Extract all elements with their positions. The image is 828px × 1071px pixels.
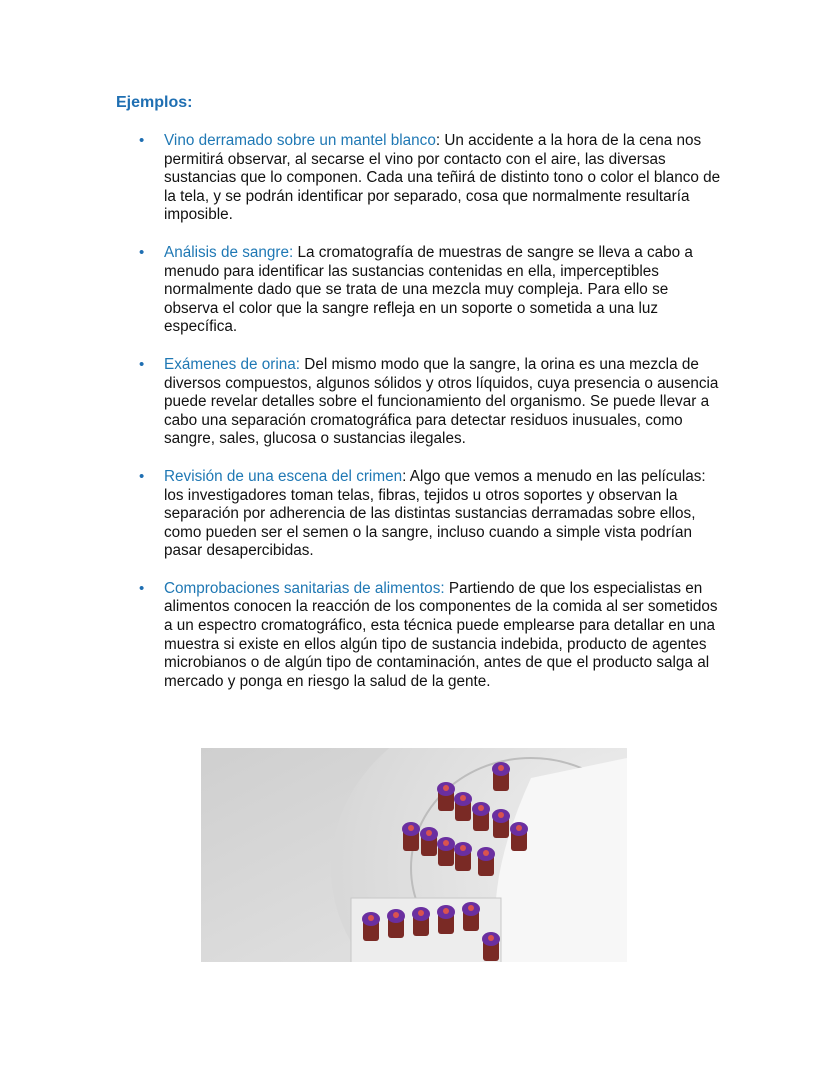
vial-septum bbox=[498, 812, 504, 818]
vial-septum bbox=[468, 905, 474, 911]
item-term: Vino derramado sobre un mantel blanco bbox=[164, 132, 436, 149]
vial-septum bbox=[498, 765, 504, 771]
list-item bbox=[136, 468, 726, 561]
vial bbox=[412, 907, 430, 936]
vials-illustration bbox=[201, 748, 627, 962]
vial bbox=[510, 822, 528, 851]
vial bbox=[362, 912, 380, 941]
item-term: Comprobaciones sanitarias de alimentos: bbox=[164, 579, 445, 597]
vial-septum bbox=[368, 915, 374, 921]
list-item bbox=[136, 580, 726, 692]
examples-list bbox=[136, 132, 726, 710]
item-text: : Un accidente a la hora de la cena nos permitirá observar, al secarse el vino por contacto con el aire, las diversas sustancias que lo componen. Cada una teñirá de distinto tono o color el blanco de la tela, y se podrán identificar por separado, cosa que normalmente resultaría imposible. bbox=[164, 132, 721, 224]
item-text: La cromatografía de muestras de sangre se lleva a cabo a menudo para identificar las sustancias contenidas en ella, imperceptibles normalmente dado que se trata de una mezcla muy compleja. Para ello se observa el color que la sangre refleja en un soporte o sometida a una luz específica. bbox=[164, 243, 693, 336]
bullet-icon: • bbox=[139, 467, 145, 485]
vial bbox=[472, 802, 490, 831]
list-item bbox=[136, 244, 726, 337]
vial-septum bbox=[426, 830, 432, 836]
vial bbox=[437, 905, 455, 934]
vial bbox=[492, 809, 510, 838]
bullet-icon: • bbox=[139, 243, 145, 261]
vial bbox=[437, 837, 455, 866]
item-term: Análisis de sangre: bbox=[164, 243, 294, 261]
bullet-icon: • bbox=[139, 132, 145, 149]
vial-septum bbox=[483, 850, 489, 856]
item-text: Partiendo de que los especialistas en alimentos conocen la reacción de los componentes de la comida al ser sometidos a un espectro cromatográfico, esta técnica puede emplearse para detallar en una muestra si existe en ellos algún tipo de sustancia indebida, producto de agentes microbianos o de algún tipo de contaminación, antes de que el producto salga al mercado y ponga en riesgo la salud de la gente. bbox=[164, 579, 718, 690]
bullet-icon: • bbox=[139, 355, 145, 373]
vial bbox=[437, 782, 455, 811]
vial bbox=[462, 902, 480, 931]
vial-septum bbox=[443, 785, 449, 791]
vial-septum bbox=[478, 805, 484, 811]
vial bbox=[387, 909, 405, 938]
list-item bbox=[136, 356, 726, 449]
vial-septum bbox=[418, 910, 424, 916]
vial-septum bbox=[443, 840, 449, 846]
list-item bbox=[136, 132, 726, 225]
item-text: : Algo que vemos a menudo en las películas: los investigadores toman telas, fibras, tejidos u otros soportes y observan la separación por adherencia de las distintas sustancias derramadas sobre ellos, como pueden ser el semen o la sangre, incluso cuando a simple vista podrían pasar desapercibidas. bbox=[164, 467, 706, 560]
item-term: Revisión de una escena del crimen bbox=[164, 467, 403, 485]
vial bbox=[402, 822, 420, 851]
section-heading: Ejemplos: bbox=[116, 94, 193, 111]
vial-septum bbox=[516, 825, 522, 831]
vial bbox=[477, 847, 495, 876]
bullet-icon: • bbox=[139, 579, 145, 597]
vial bbox=[454, 792, 472, 821]
vial bbox=[420, 827, 438, 856]
vial-septum bbox=[443, 908, 449, 914]
vial-septum bbox=[460, 845, 466, 851]
vial-septum bbox=[488, 935, 494, 941]
vial-septum bbox=[460, 795, 466, 801]
item-term: Exámenes de orina: bbox=[164, 355, 301, 373]
vial bbox=[492, 762, 510, 791]
vial bbox=[454, 842, 472, 871]
chromatography-vials-photo bbox=[201, 748, 627, 962]
item-text: Del mismo modo que la sangre, la orina es una mezcla de diversos compuestos, algunos sólidos y otros líquidos, cuya presencia o ausencia puede revelar detalles sobre el funcionamiento del organismo. Se puede llevar a cabo una separación cromatográfica para detectar residuos inusuales, como sangre, sales, glucosa o sustancias ilegales. bbox=[164, 355, 719, 448]
vial-septum bbox=[408, 825, 414, 831]
vial bbox=[482, 932, 500, 961]
vial-septum bbox=[393, 912, 399, 918]
